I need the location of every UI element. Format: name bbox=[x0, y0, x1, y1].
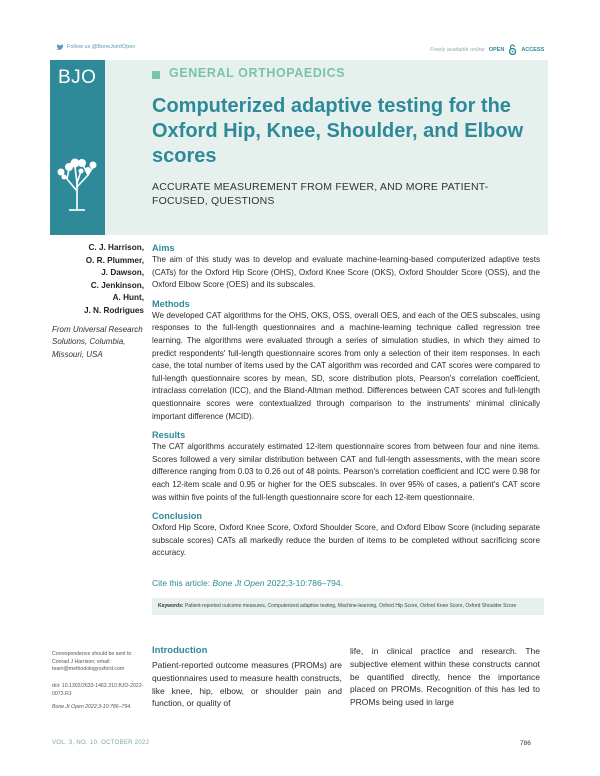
page-number: 786 bbox=[520, 740, 531, 747]
keywords-box bbox=[152, 598, 544, 615]
author: A. Hunt, bbox=[112, 293, 144, 303]
twitter-icon bbox=[56, 44, 64, 50]
results-text: The CAT algorithms accurately estimated 12-item questionnaire scores from between four and nine items. Scores followed a very similar distribution between CAT and full-length assessments, with the mean score difference ranging from 0.03 to 0.26 out of 48 points. Pearson's correlation coefficient and ICC were 0.98 for each 12-item scale and 0.95 or higher for the OES subscales. In over 95% of cases, a patient's CAT score was within five points of the full-length questionnaire score for each 12-item questionnaire. bbox=[152, 442, 540, 502]
introduction-heading: Introduction bbox=[152, 645, 208, 656]
results-heading: Results bbox=[152, 430, 186, 441]
author: J. N. Rodrigues bbox=[83, 305, 144, 315]
cite-this-article bbox=[152, 578, 343, 588]
keywords-text: Patient-reported outcome measures, Computerized adaptive testing, Machine-learning, Oxford Hip Score, Oxford Knee Score, Oxford Shoulder Score bbox=[184, 603, 517, 609]
twitter-handle: Follow us @BoneJointOpen bbox=[67, 44, 136, 50]
author: C. Jenkinson, bbox=[90, 280, 144, 290]
cite-journal: Bone Jt Open bbox=[212, 578, 265, 588]
journal-logo: BJO bbox=[58, 67, 97, 88]
author: J. Dawson, bbox=[101, 268, 144, 278]
tree-logo-icon bbox=[55, 153, 99, 211]
section-marker bbox=[152, 71, 160, 79]
author: O. R. Plummer, bbox=[85, 255, 144, 265]
conclusion-heading: Conclusion bbox=[152, 511, 203, 522]
citation-note: Bone Jt Open 2022;3-10:786–794. bbox=[52, 704, 132, 710]
twitter-link[interactable] bbox=[56, 44, 135, 50]
keywords-label: Keywords: bbox=[158, 603, 184, 609]
issue-info: VOL. 3, NO. 10, OCTOBER 2022 bbox=[52, 740, 150, 746]
correspondence-note: Correspondence should be sent to Conrad J Harrison; email: team@methodologyoxford.com bbox=[52, 651, 132, 672]
intro-column-1: Patient-reported outcome measures (PROMs) are questionnaires used to measure health constructs, like knee, hip, elbow, or shoulder pain and function, or quality of bbox=[152, 660, 342, 709]
freely-available-text: Freely available online bbox=[430, 46, 485, 53]
access-text: ACCESS bbox=[521, 46, 545, 53]
methods-heading: Methods bbox=[152, 298, 190, 309]
article-subtitle: ACCURATE MEASUREMENT FROM FEWER, AND MORE PATIENT-FOCUSED, QUESTIONS bbox=[152, 181, 489, 207]
affiliation: From Universal Research Solutions, Columbia, Missouri, USA bbox=[52, 325, 143, 359]
cite-ref: 2022;3-10:786–794. bbox=[266, 578, 343, 588]
abstract bbox=[152, 242, 540, 566]
open-access-lock-icon bbox=[508, 44, 517, 55]
author-list bbox=[52, 242, 144, 318]
cite-prefix: Cite this article: bbox=[152, 578, 211, 588]
aims-text: The aim of this study was to develop and evaluate machine-learning-based computerized adaptive tests (CATs) for the Oxford Hip Score (OHS), Oxford Knee Score (OKS), Oxford Shoulder Score (OSS), and the Oxford Elbow Score (OES) and its subscales. bbox=[152, 255, 540, 290]
open-access-tag bbox=[430, 44, 544, 55]
methods-text: We developed CAT algorithms for the OHS, OKS, OSS, overall OES, and each of the OES subscales, using responses to the full-length questionnaires and a machine-learning technique called regression tree learning. The algorithms were evaluated through a series of simulation studies, in which they aimed to predict respondents' full-length questionnaire scores from only a selection of their item responses. In each case, the total number of items used by the CAT algorithm was recorded and CAT scores were compared to full-length questionnaire scores by mean, SD, score distribution plots, Pearson's correlation coefficient, intraclass correlation (ICC), and the Bland-Altman method. Differences between CAT scores and full-length questionnaire scores were contextualized through comparison to the instruments' minimal clinically important difference (MCID). bbox=[152, 310, 540, 421]
open-text: OPEN bbox=[488, 46, 505, 53]
doi-note: doi: 10.1302/2633-1462.310.BJO-2022-0073.R1 bbox=[52, 683, 144, 697]
aims-heading: Aims bbox=[152, 243, 175, 253]
author: C. J. Harrison, bbox=[88, 243, 144, 252]
conclusion-text: Oxford Hip Score, Oxford Knee Score, Oxford Shoulder Score, and Oxford Elbow Score (including separate subscale scores) CATs all markedly reduce the burden of items to be completed without sacrificing score accuracy. bbox=[152, 523, 540, 558]
intro-column-2: life, in clinical practice and research. The subjective element within these constructs cannot be quantified directly, hence the importance placed on PROMs. Recognition of this has led to PROMs being used in large bbox=[350, 646, 540, 708]
section-label: GENERAL ORTHOPAEDICS bbox=[169, 66, 346, 80]
article-title: Computerized adaptive testing for the Oxford Hip, Knee, Shoulder, and Elbow scores bbox=[152, 95, 524, 167]
